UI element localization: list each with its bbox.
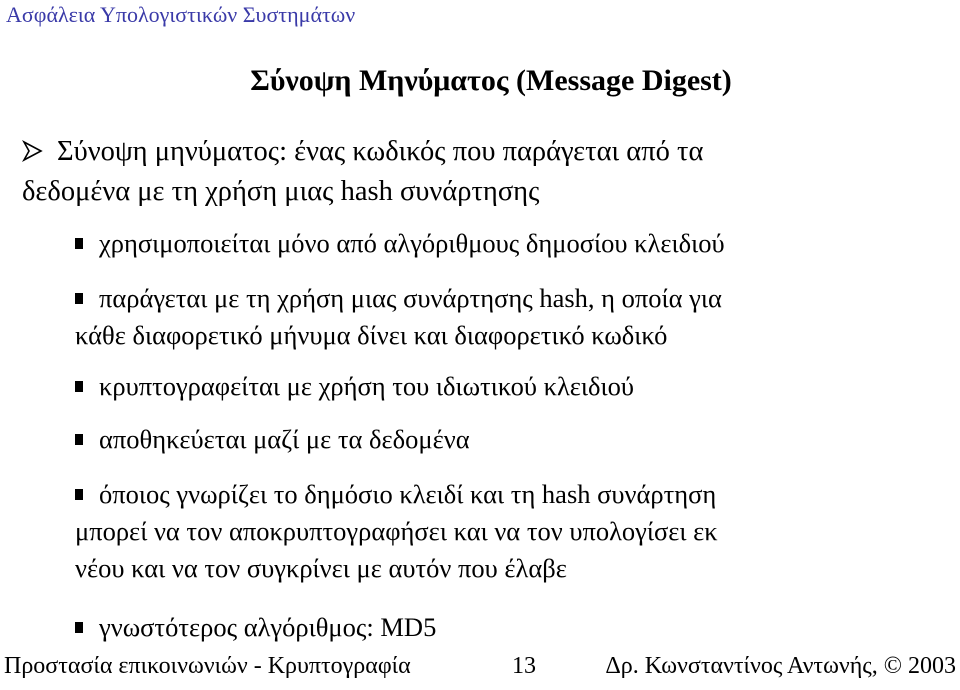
square-bullet-icon	[75, 489, 83, 500]
page-number: 13	[512, 653, 536, 679]
square-bullet-icon	[75, 381, 83, 392]
arrow-bullet-icon	[22, 140, 44, 162]
sub-bullet	[75, 609, 945, 646]
sub-bullet-text: χρησιμοποιείται μόνο από αλγόριθμους δημοσίου κλειδιού	[99, 228, 725, 258]
square-bullet-icon	[75, 293, 83, 304]
sub-bullet-text: όποιος γνωρίζει το δημόσιο κλειδί και τη hash συνάρτηση μπορεί να τον αποκρυπτογραφήσει και να τον υπολογίσει εκ νέου και να τον συγκρίνει με αυτόν που έλαβε	[75, 479, 718, 583]
course-header: Ασφάλεια Υπολογιστικών Συστημάτων	[6, 2, 356, 27]
sub-bullet	[75, 368, 945, 405]
slide-title: Σύνοψη Μηνύματος (Message Digest)	[250, 64, 732, 97]
square-bullet-icon	[75, 238, 83, 249]
sub-bullet-text: κρυπτογραφείται με χρήση του ιδιωτικού κλειδιού	[99, 371, 635, 401]
sub-bullet	[75, 476, 945, 587]
sub-bullet-text: παράγεται με τη χρήση μιας συνάρτησης hash, η οποία για κάθε διαφορετικό μήνυμα δίνει και διαφορετικό κωδικό	[75, 283, 722, 350]
footer-left: Προστασία επικοινωνιών - Κρυπτογραφία	[4, 653, 411, 679]
main-bullet	[22, 132, 922, 212]
sub-bullet	[75, 280, 945, 354]
sub-bullet	[75, 225, 945, 262]
sub-bullet-text: γνωστότερος αλγόριθμος: MD5	[99, 612, 437, 642]
sub-bullet	[75, 421, 945, 458]
square-bullet-icon	[75, 622, 83, 633]
footer-author: Δρ. Κωνσταντίνος Αντωνής, © 2003	[605, 653, 956, 679]
sub-bullet-text: αποθηκεύεται μαζί με τα δεδομένα	[99, 424, 470, 454]
main-bullet-text: Σύνοψη μηνύματος: ένας κωδικός που παράγεται από τα δεδομένα με τη χρήση μιας hash συνάρτησης	[22, 136, 704, 207]
square-bullet-icon	[75, 434, 83, 445]
